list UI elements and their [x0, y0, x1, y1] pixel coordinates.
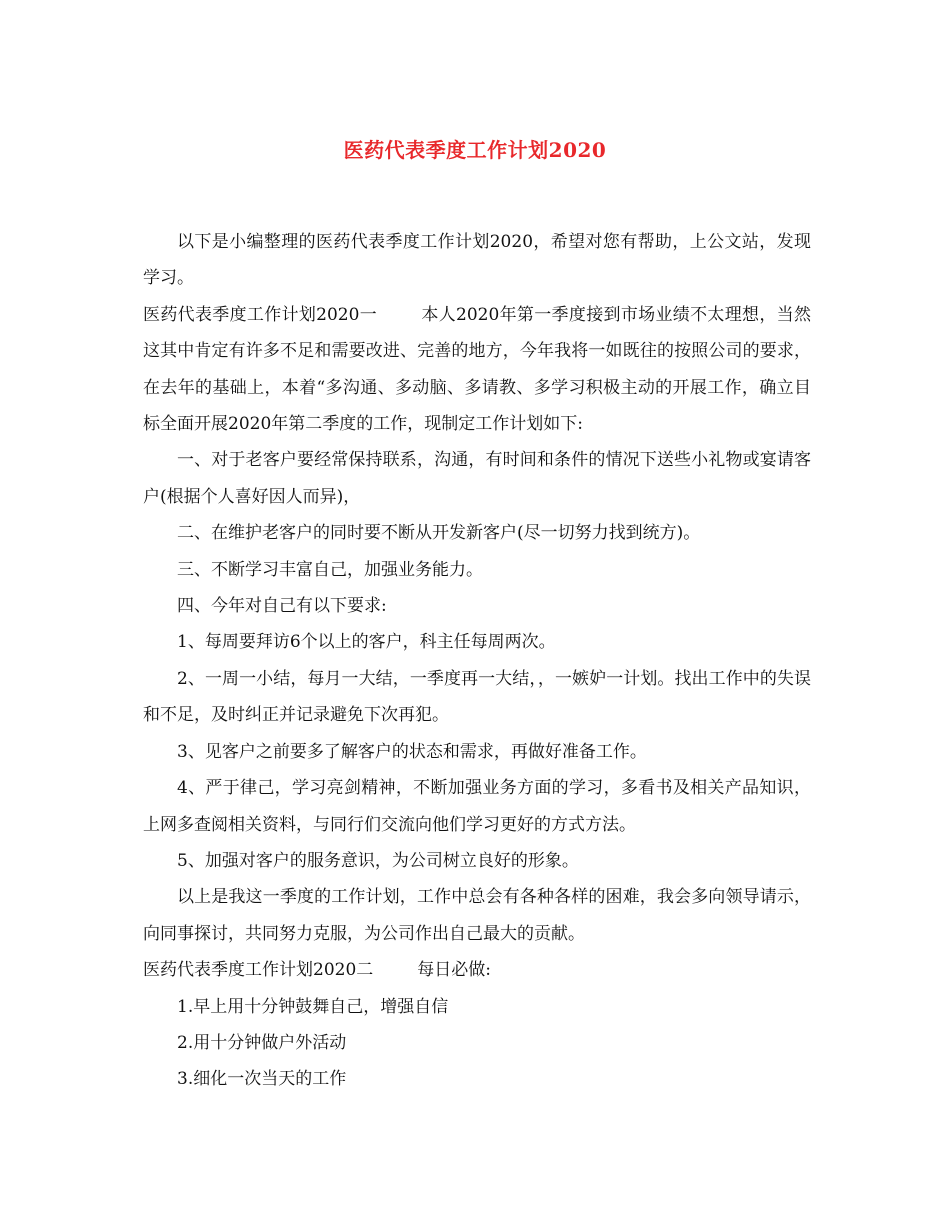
- list-item: 一、对于老客户要经常保持联系，沟通，有时间和条件的情况下送些小礼物或宴请客户(根据个人喜好因人而异)，: [143, 450, 811, 507]
- section-one-heading: 医药代表季度工作计划2020一: [143, 304, 378, 325]
- list-item: 四、今年对自己有以下要求:: [177, 596, 387, 617]
- section-one-text: 本人2020年第一季度接到市场业绩不太理想，当然这其中肯定有许多不足和需要改进、完善的地方，今年我将一如既往的按照公司的要求，在去年的基础上，本着“多沟通、多动脑、多请教、多学习积极主动的开展工作，确立目标全面开展2020年第二季度的工作，现制定工作计划如下:: [143, 304, 812, 435]
- list-item: 5、加强对客户的服务意识，为公司树立良好的形象。: [177, 850, 579, 871]
- section-one-paragraph: [143, 297, 811, 443]
- list-item: 1.早上用十分钟鼓舞自己，增强自信: [177, 996, 449, 1017]
- list-item: 3.细化一次当天的工作: [177, 1069, 347, 1090]
- list-item: 1、每周要拜访6个以上的客户，科主任每周两次。: [177, 632, 556, 653]
- document-body: [143, 224, 811, 1098]
- section-two-text: 每日必做:: [417, 960, 491, 981]
- section-two-heading: 医药代表季度工作计划2020二: [143, 960, 374, 981]
- section-two-paragraph: [143, 952, 811, 988]
- conclusion-paragraph: 以上是我这一季度的工作计划，工作中总会有各种各样的困难，我会多向领导请示，向同事探讨，共同努力克服，为公司作出自己最大的贡献。: [143, 887, 811, 944]
- list-item: 3、见客户之前要多了解客户的状态和需求，再做好准备工作。: [177, 741, 647, 762]
- list-item: 4、严于律己，学习亮剑精神，不断加强业务方面的学习，多看书及相关产品知识，上网多查阅相关资料，与同行们交流向他们学习更好的方式方法。: [143, 778, 811, 835]
- list-item: 二、在维护老客户的同时要不断从开发新客户(尽一切努力找到统方)。: [177, 523, 701, 544]
- list-item: 三、不断学习丰富自己，加强业务能力。: [177, 559, 483, 580]
- list-item: 2、一周一小结，每月一大结，一季度再一大结，，一嫉妒一计划。找出工作中的失误和不足，及时纠正并记录避免下次再犯。: [143, 668, 811, 726]
- list-item: 2.用十分钟做户外活动: [177, 1032, 347, 1053]
- document-title: 医药代表季度工作计划2020: [343, 138, 607, 162]
- intro-paragraph: 以下是小编整理的医药代表季度工作计划2020，希望对您有帮助，上公文站，发现学习。: [143, 232, 811, 289]
